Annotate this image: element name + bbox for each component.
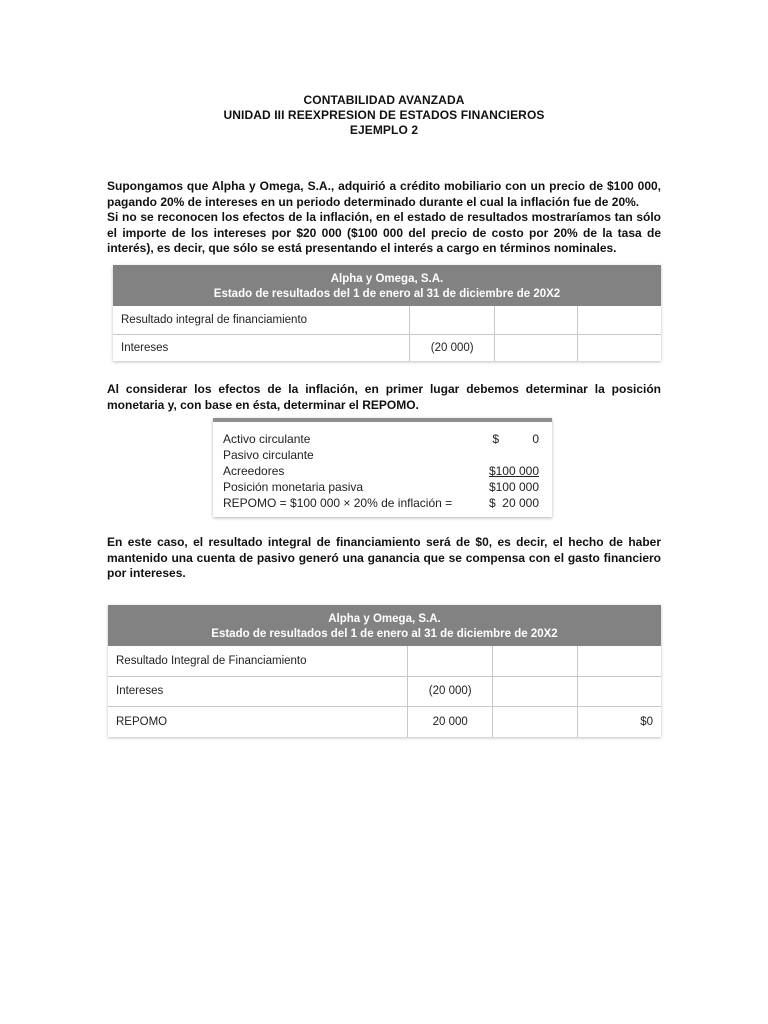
example-title: EJEMPLO 2	[349, 123, 419, 137]
position-row	[223, 431, 543, 447]
row-total	[577, 676, 661, 706]
conclusion-text: En este caso, el resultado integral de financiamiento será de $0, es decir, el hecho de haber mantenido una cuenta de pasivo generó una ganancia que se compensa con el gasto financiero por intereses.	[107, 535, 661, 580]
row-amount	[408, 646, 493, 676]
row-total: $0	[640, 715, 653, 728]
row-amount: (20 000)	[410, 334, 495, 361]
table-row	[113, 334, 661, 361]
row-total	[578, 306, 661, 334]
position-label: Activo circulante	[223, 432, 311, 446]
position-value: $ 0	[492, 432, 539, 446]
row-amount	[410, 306, 495, 334]
row-label: Resultado integral de financiamiento	[113, 306, 410, 334]
row-col3	[493, 706, 577, 737]
row-total	[577, 646, 661, 676]
position-label: Pasivo circulante	[223, 448, 314, 462]
row-label: Intereses	[113, 334, 410, 361]
table-row	[113, 306, 661, 334]
table-header	[108, 605, 661, 646]
middle-paragraph	[107, 382, 661, 413]
position-row	[223, 495, 543, 511]
position-label: REPOMO = $100 000 × 20% de inflación =	[223, 496, 453, 510]
row-col3	[495, 334, 578, 361]
position-label: Posición monetaria pasiva	[223, 480, 364, 494]
row-label: Intereses	[108, 676, 408, 706]
position-row	[223, 447, 543, 463]
middle-text: Al considerar los efectos de la inflación, en primer lugar debemos determinar la posición monetaria y, con base en ésta, determinar el REPOMO.	[107, 382, 661, 412]
table-row	[108, 676, 661, 706]
row-label: Resultado Integral de Financiamiento	[108, 646, 408, 676]
monetary-position-box	[213, 418, 552, 517]
row-amount: 20 000	[408, 706, 493, 737]
conclusion-paragraph	[107, 535, 661, 582]
intro-text-2: Si no se reconocen los efectos de la inflación, en el estado de resultados mostraríamos tan sólo el importe de los intereses por $20 000 ($100 000 del precio de costo por 20% de la tasa de interés), es decir, que sólo se está presentando el interés a cargo en términos nominales.	[107, 210, 661, 255]
row-label: REPOMO	[108, 706, 408, 737]
income-statement-nominal	[113, 265, 661, 361]
document-header	[0, 93, 768, 138]
intro-paragraph	[107, 179, 661, 257]
table-header	[113, 265, 661, 306]
row-col3	[493, 646, 577, 676]
intro-text-1: Supongamos que Alpha y Omega, S.A., adquirió a crédito mobiliario con un precio de $100 000, pagando 20% de intereses en un periodo determinado durante el cual la inflación fue de 20%.	[107, 179, 661, 209]
row-amount: (20 000)	[408, 676, 493, 706]
position-row	[223, 479, 543, 495]
position-row	[223, 463, 543, 479]
unit-title: UNIDAD III REEXPRESION DE ESTADOS FINANCIEROS	[223, 108, 545, 122]
statement-period: Estado de resultados del 1 de enero al 31 de diciembre de 20X2	[211, 628, 558, 640]
table-row	[108, 706, 661, 737]
company-name: Alpha y Omega, S.A.	[328, 613, 441, 625]
company-name: Alpha y Omega, S.A.	[330, 273, 444, 285]
position-label: Acreedores	[223, 464, 285, 478]
position-value: $100 000	[488, 464, 539, 478]
course-title: CONTABILIDAD AVANZADA	[303, 93, 465, 107]
position-value: $ 20 000	[488, 496, 539, 510]
row-total	[578, 334, 661, 361]
income-statement-adjusted	[108, 605, 661, 737]
row-col3	[495, 306, 578, 334]
table-row	[108, 646, 661, 676]
statement-period: Estado de resultados del 1 de enero al 31 de diciembre de 20X2	[213, 288, 561, 300]
position-value: $100 000	[488, 480, 539, 494]
row-col3	[493, 676, 577, 706]
